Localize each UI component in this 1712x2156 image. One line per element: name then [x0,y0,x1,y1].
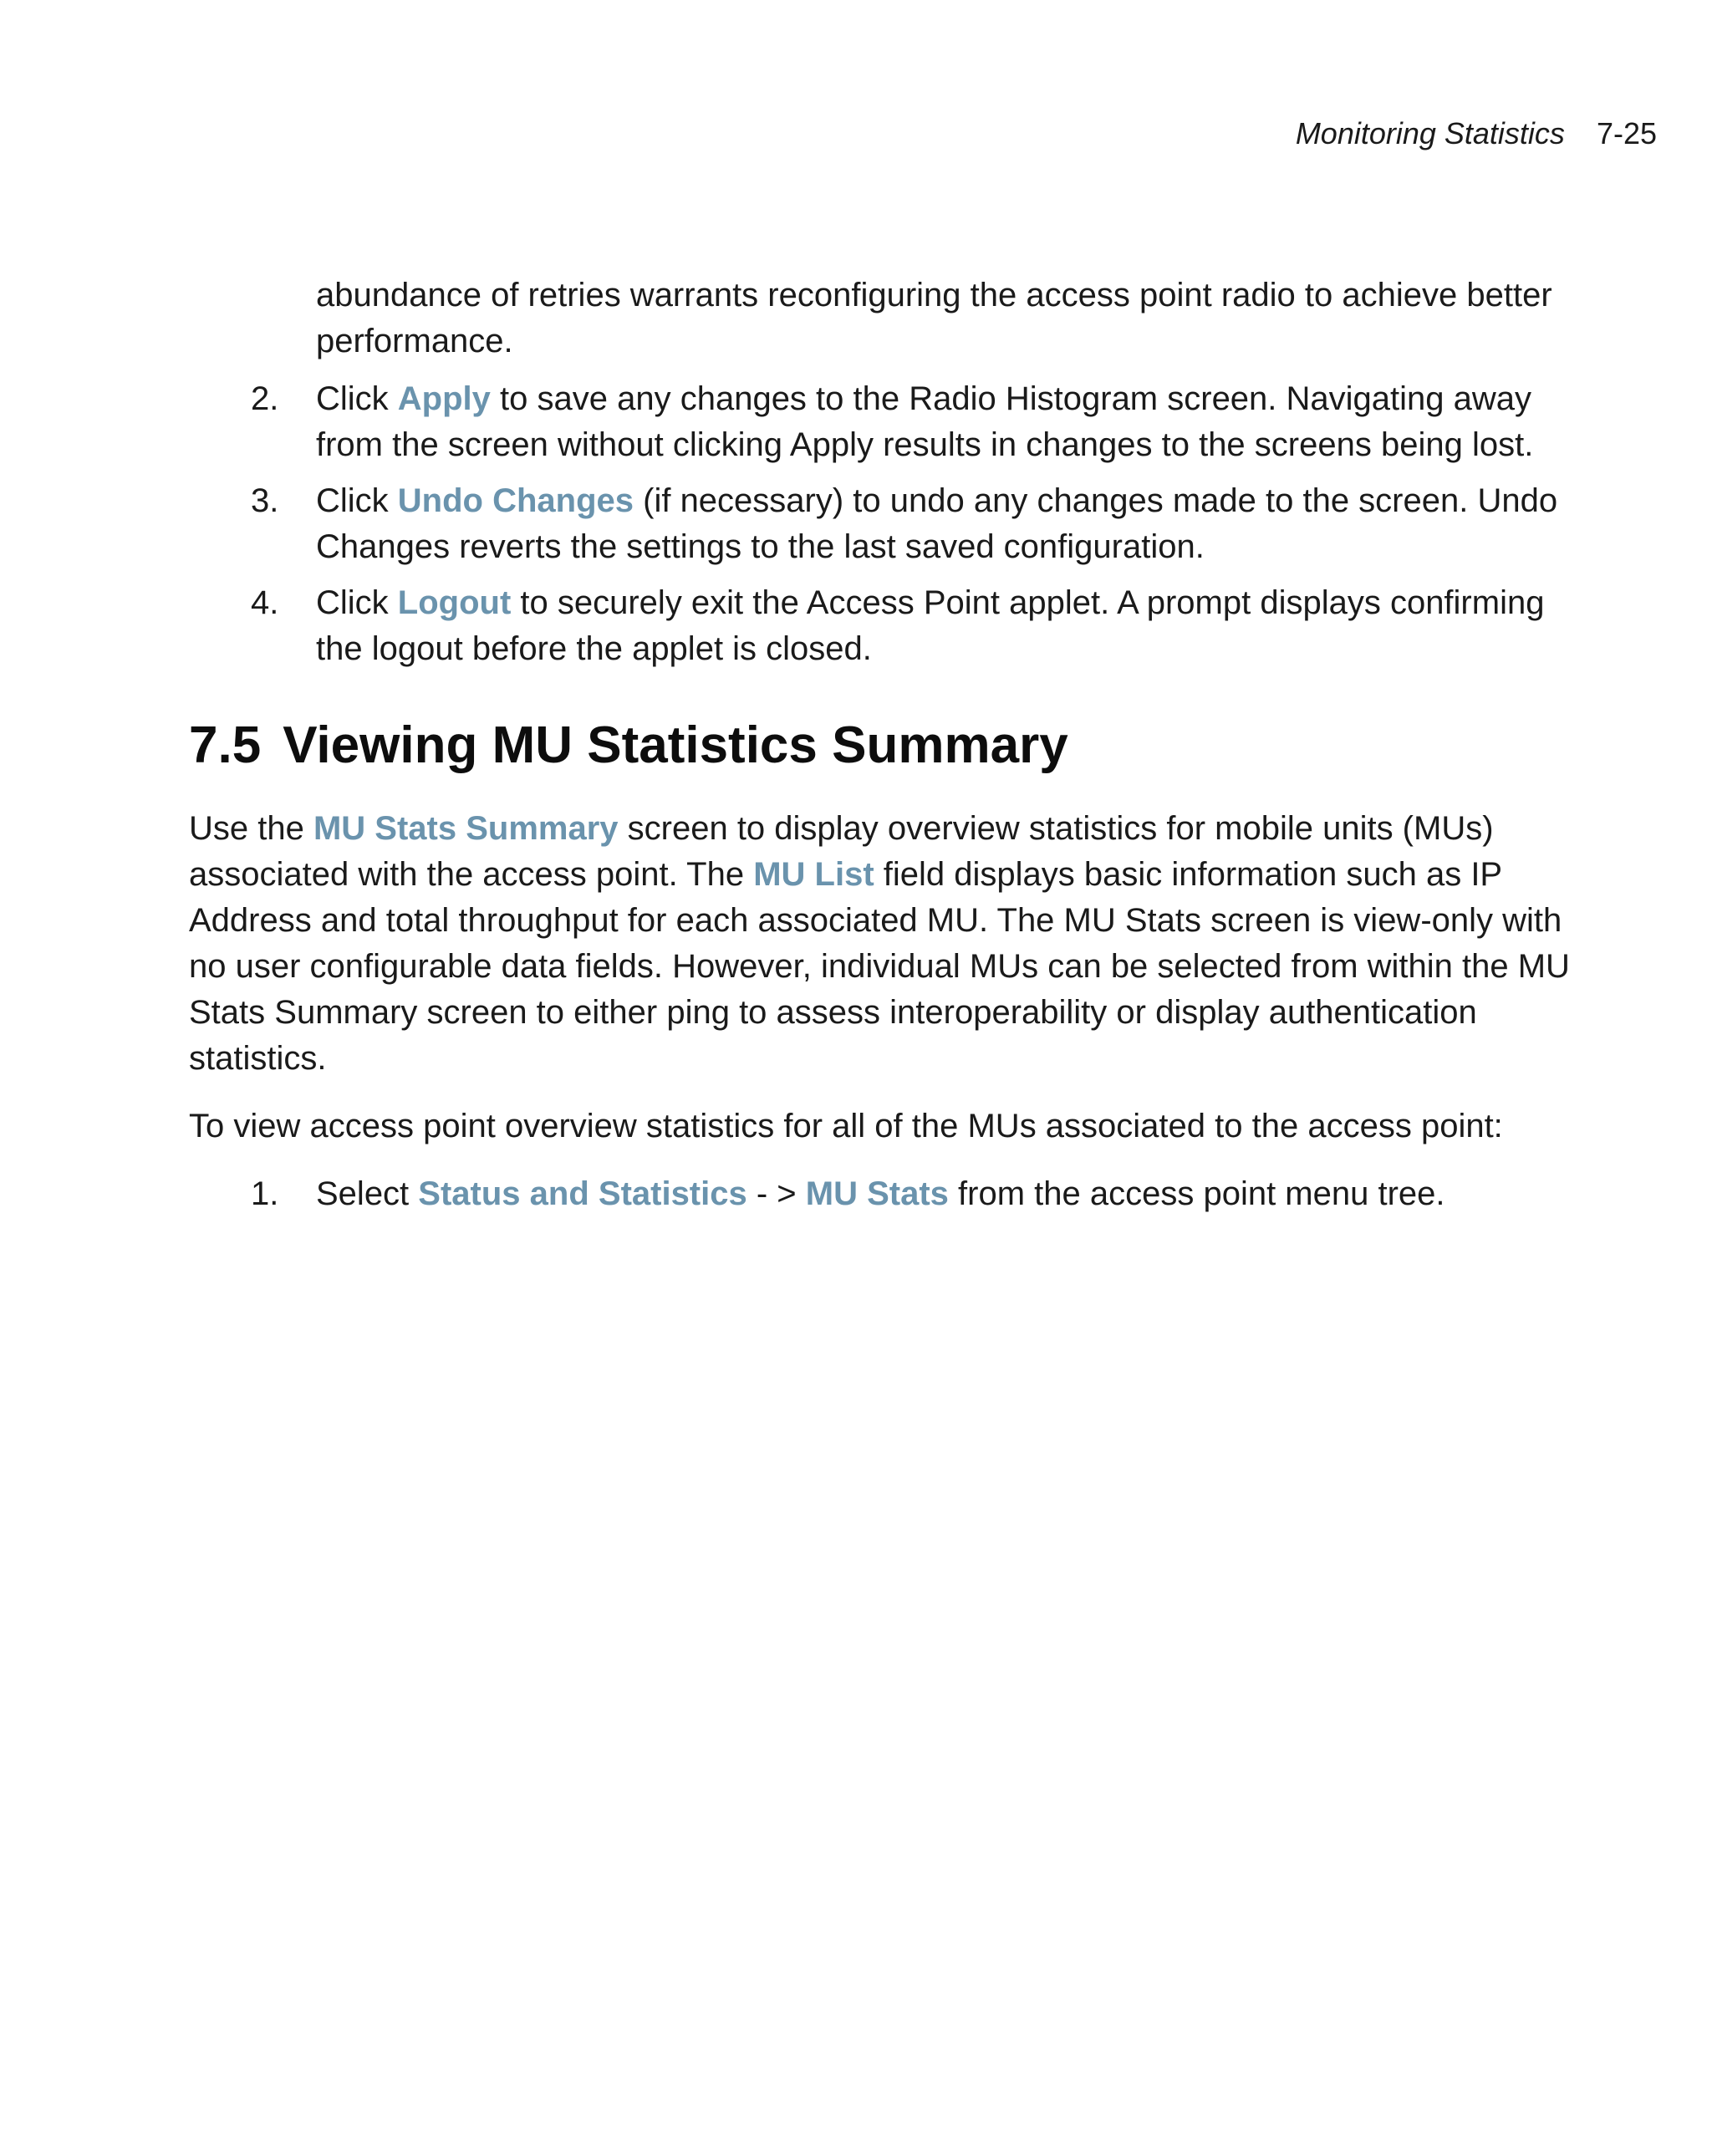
mu-stats-summary-reference: MU Stats Summary [313,810,619,847]
procedure-lead: To view access point overview statistics for all of the MUs associated to the access point: [189,1108,1503,1144]
step-text-pre: Click [316,380,398,417]
step-text-pre: Click [316,584,398,621]
step-text-pre: Click [316,482,398,519]
status-and-statistics-menu-reference: Status and Statistics [418,1175,747,1212]
step-text-post: from the access point menu tree. [948,1175,1445,1212]
step-undo-changes [189,478,1585,570]
step-apply [189,376,1585,468]
logout-button-reference: Logout [397,584,512,621]
mu-stats-menu-reference: MU Stats [805,1175,949,1212]
section-title: Viewing MU Statistics Summary [283,716,1068,774]
step-number: 3. [251,482,279,519]
running-header-section-title: Monitoring Statistics [1295,116,1565,150]
step-text-post: to save any changes to the Radio Histogram screen. Navigating away from the screen without clicking Apply results in changes to the screens being lost. [316,380,1534,463]
undo-changes-button-reference: Undo Changes [397,482,634,519]
intro-text: Use the [189,810,313,847]
section-heading [189,714,1585,777]
step-select-mu-stats [189,1171,1585,1217]
section-number: 7.5 [189,716,262,774]
apply-button-reference: Apply [397,380,491,417]
step-logout [189,580,1585,672]
mu-list-reference: MU List [753,856,874,893]
step-number: 1. [251,1175,279,1212]
step-number: 2. [251,380,279,417]
continued-paragraph: abundance of retries warrants reconfiguring the access point radio to achieve better performance. [316,277,1552,359]
page-content [189,273,1585,1227]
intro-text: screen to display overview statistics for mobile units (MUs) associated with the access point. The [189,810,1494,893]
running-header [1296,114,1657,154]
intro-text: field displays basic information such as IP Address and total throughput for each associated MU. The MU Stats screen is view-only with no user configurable data fields. However, individual MUs can be selected from within the MU Stats Summary screen to either ping to assess interoperability or display authentication statistics. [189,856,1570,1077]
step-number: 4. [251,584,279,621]
page-number: 7-25 [1596,116,1657,150]
step-text-post: to securely exit the Access Point applet. A prompt displays confirming the logout before the applet is closed. [316,584,1545,667]
step-text-post: (if necessary) to undo any changes made to the screen. Undo Changes reverts the settings to the last saved configuration. [316,482,1558,565]
intro-paragraph [189,806,1585,1082]
step-text-mid: - > [746,1175,806,1212]
step-text-pre: Select [316,1175,419,1212]
